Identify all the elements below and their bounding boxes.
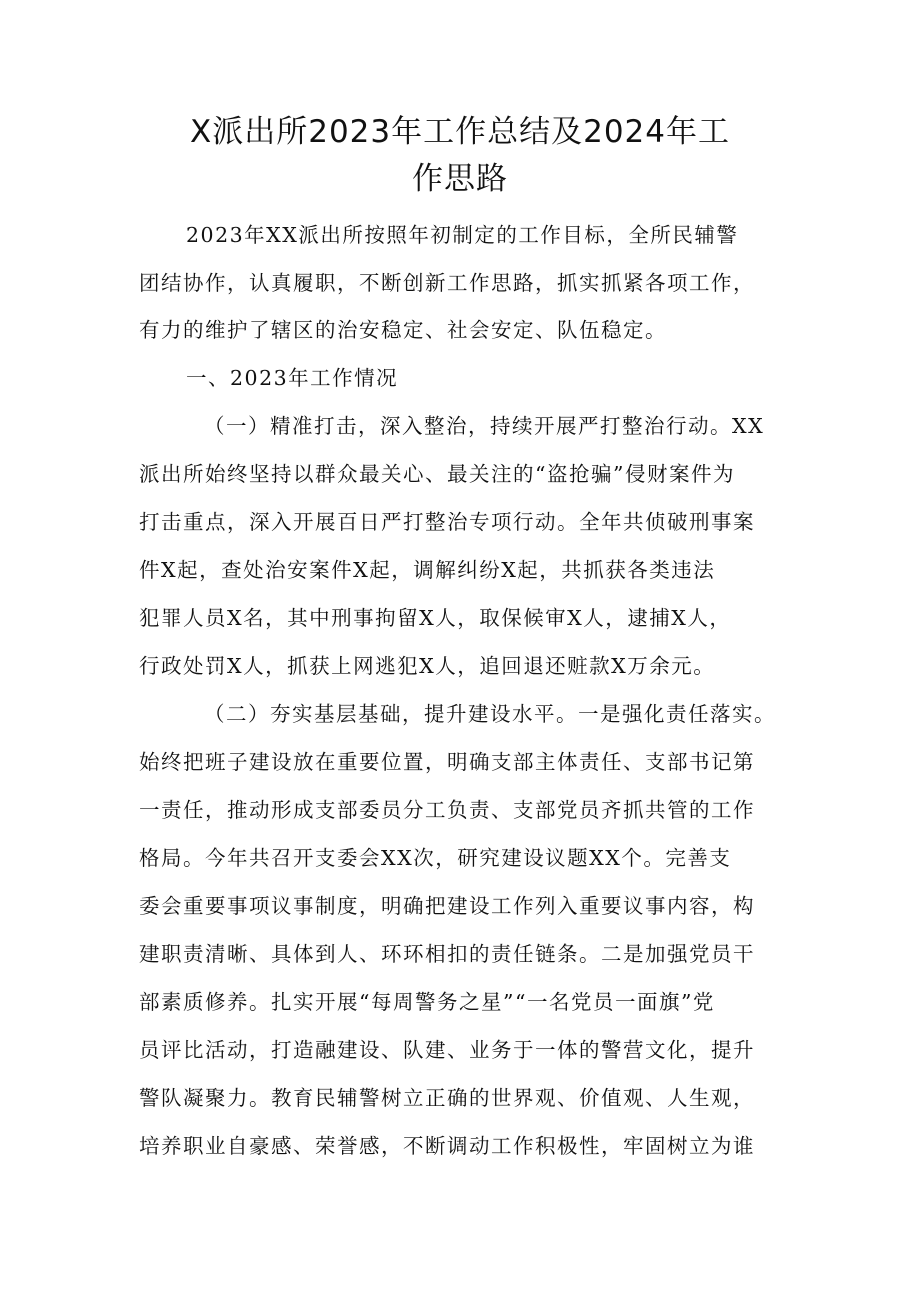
- body-line: （一）精准打击，深入整治，持续开展严打整治行动。XX: [204, 414, 765, 438]
- body-line: 员评比活动，打造融建设、队建、业务于一体的警营文化，提升: [139, 1038, 755, 1062]
- section-heading: 一、2023年工作情况: [186, 366, 399, 390]
- body-line: 2023年XX派出所按照年初制定的工作目标，全所民辅警: [186, 223, 739, 247]
- body-line: 始终把班子建设放在重要位置，明确支部主体责任、支部书记第: [139, 750, 755, 774]
- body-line: 打击重点，深入开展百日严打整治专项行动。全年共侦破刑事案: [139, 510, 755, 534]
- body-line: 派出所始终坚持以群众最关心、最关注的“盗抢骗”侵财案件为: [139, 462, 735, 486]
- document-title-line-1: X派出所2023年工作总结及2024年工: [189, 114, 731, 150]
- body-line: 格局。今年共召开支委会XX次，研究建设议题XX个。完善支: [139, 846, 732, 870]
- body-line: （二）夯实基层基础，提升建设水平。一是强化责任落实。: [204, 702, 776, 726]
- body-line: 有力的维护了辖区的治安稳定、社会安定、队伍稳定。: [139, 318, 667, 342]
- body-line: 一责任，推动形成支部委员分工负责、支部党员齐抓共管的工作: [139, 798, 755, 822]
- body-line: 行政处罚X人，抓获上网逃犯X人，追回退还赃款X万余元。: [139, 654, 716, 678]
- body-line: 委会重要事项议事制度，明确把建设工作列入重要议事内容，构: [139, 894, 755, 918]
- body-line: 警队凝聚力。教育民辅警树立正确的世界观、价值观、人生观，: [139, 1086, 755, 1110]
- document-title-line-2: 作思路: [412, 161, 508, 197]
- body-line: 犯罪人员X名，其中刑事拘留X人，取保候审X人，逮捕X人，: [139, 606, 732, 630]
- body-line: 件X起，查处治安案件X起，调解纠纷X起，共抓获各类违法: [139, 558, 716, 582]
- body-line: 建职责清晰、具体到人、环环相扣的责任链条。二是加强党员干: [139, 942, 755, 966]
- body-line: 培养职业自豪感、荣誉感，不断调动工作积极性，牢固树立为谁: [139, 1134, 755, 1158]
- body-line: 部素质修养。扎实开展“每周警务之星”“一名党员一面旗”党: [139, 990, 715, 1014]
- body-line: 团结协作，认真履职，不断创新工作思路，抓实抓紧各项工作，: [139, 271, 755, 295]
